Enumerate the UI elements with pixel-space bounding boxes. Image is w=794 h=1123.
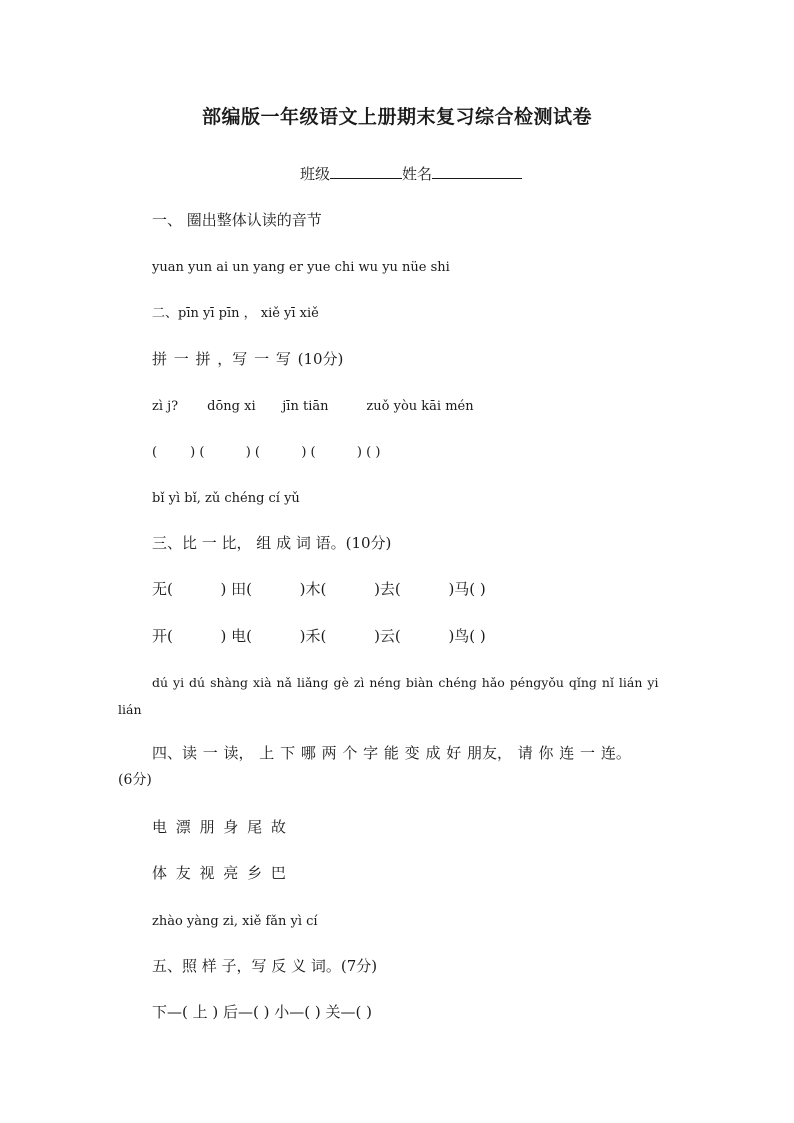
- page-title: 部编版一年级语文上册期末复习综合检测试卷: [201, 106, 592, 128]
- section3-heading-pinyin: bǐ yì bǐ, zǔ chéng cí yǔ: [152, 491, 300, 506]
- section3-row2[interactable]: 开( ) 电( )禾( )云( )鸟( ): [152, 627, 486, 645]
- section3-row1[interactable]: 无( ) 田( )木( )去( )马( ): [152, 580, 486, 598]
- section1-heading: 一、 圈出整体认读的音节: [152, 211, 322, 229]
- word-pinyin: jīn tiān: [282, 399, 329, 414]
- section4-heading-line2: (6分): [118, 772, 152, 788]
- section4-row2[interactable]: 体 友 视 亮 乡 巴: [152, 864, 286, 882]
- section3-heading: 三、比 一 比， 组 成 词 语。(10分): [152, 534, 392, 552]
- class-label: 班级: [300, 165, 331, 183]
- word-pinyin: dōng xi: [207, 399, 256, 414]
- name-blank[interactable]: [432, 164, 522, 179]
- section5-example-row[interactable]: 下—( 上 ) 后—( ) 小—( ) 关—( ): [152, 1003, 372, 1021]
- word-pinyin: zuǒ yòu kāi mén: [366, 399, 474, 414]
- section1-syllables: yuan yun ai un yang er yue chi wu yu nüe shi: [152, 260, 450, 275]
- class-blank[interactable]: [330, 164, 402, 179]
- word-pinyin: zì j?: [152, 399, 179, 414]
- section2-word-row: [152, 398, 474, 416]
- section4-heading-line1: 四、读 一 读， 上 下 哪 两 个 字 能 变 成 好 朋友， 请 你 连 一 连。: [152, 744, 631, 762]
- section4-heading-pinyin-line2: lián: [118, 702, 142, 717]
- section2-answer-blanks[interactable]: ( ) ( ) ( ) ( ) ( ): [152, 445, 381, 460]
- section2-heading-pinyin: 二、pīn yī pīn ， xiě yī xiě: [152, 306, 319, 321]
- section5-heading: 五、照 样 子，写 反 义 词。(7分): [152, 957, 378, 975]
- student-info-row: [300, 164, 522, 183]
- section2-heading: 拼 一 拼 ，写 一 写 (10分): [152, 350, 344, 368]
- section4-heading-pinyin-line1: dú yi dú shàng xià nǎ liǎng gè zì néng biàn chéng hǎo péngyǒu qǐng nǐ lián yi: [152, 675, 659, 690]
- section5-heading-pinyin: zhào yàng zi, xiě fǎn yì cí: [152, 914, 318, 929]
- name-label: 姓名: [402, 165, 433, 183]
- section4-row1[interactable]: 电 漂 朋 身 尾 故: [152, 818, 286, 836]
